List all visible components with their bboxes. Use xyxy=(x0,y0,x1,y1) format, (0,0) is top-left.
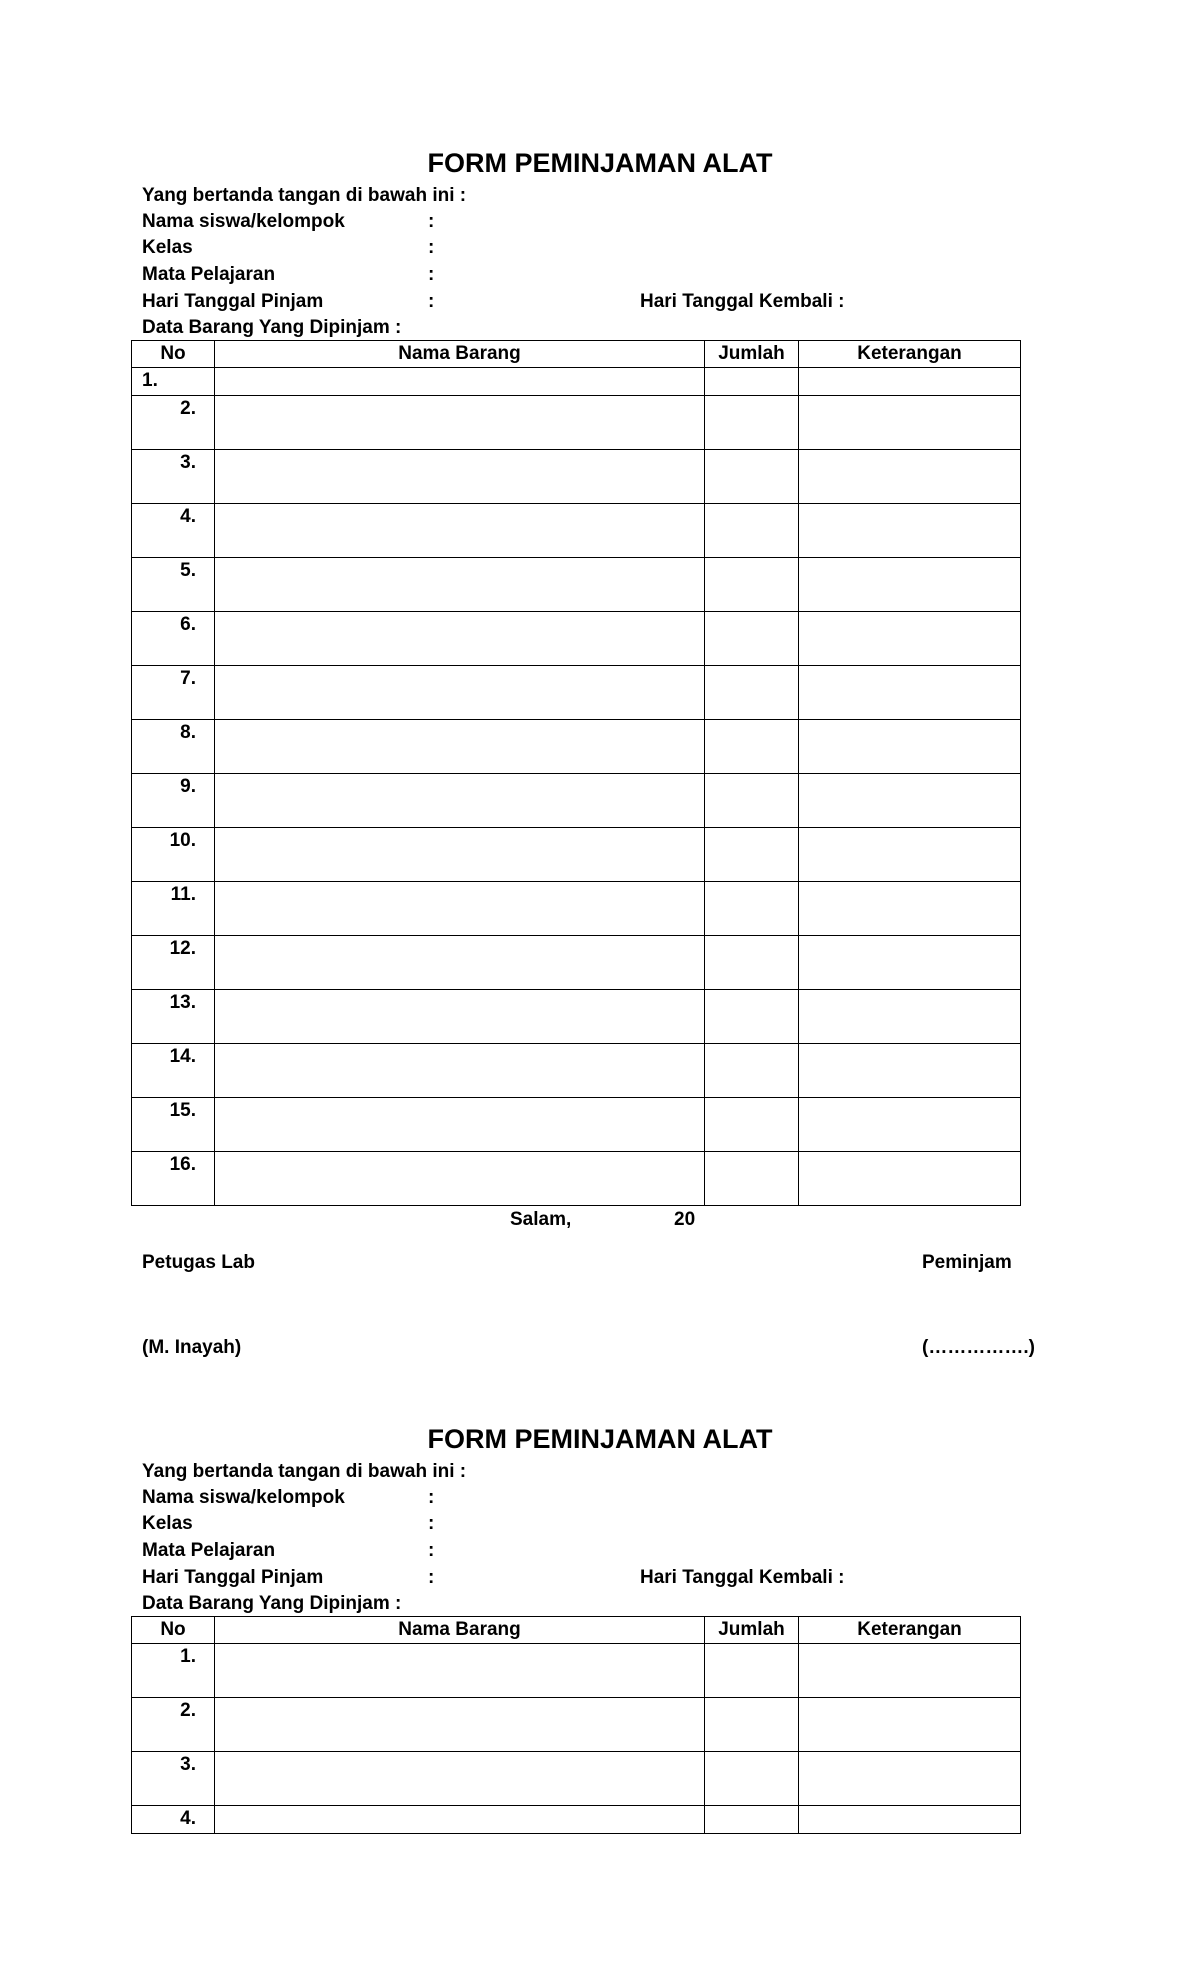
row-number: 11. xyxy=(132,882,215,936)
keterangan-cell[interactable] xyxy=(799,882,1021,936)
jumlah-cell[interactable] xyxy=(705,828,799,882)
keterangan-cell[interactable] xyxy=(799,990,1021,1044)
header-nama-barang: Nama Barang xyxy=(215,1617,705,1644)
row-number: 8. xyxy=(132,720,215,774)
table-row xyxy=(132,1044,1021,1098)
table-row xyxy=(132,666,1021,720)
keterangan-cell[interactable] xyxy=(799,1044,1021,1098)
keterangan-cell[interactable] xyxy=(799,828,1021,882)
nama-barang-cell[interactable] xyxy=(215,666,705,720)
table-row xyxy=(132,396,1021,450)
keterangan-cell[interactable] xyxy=(799,450,1021,504)
row-number: 12. xyxy=(132,936,215,990)
jumlah-cell[interactable] xyxy=(705,720,799,774)
row-number: 14. xyxy=(132,1044,215,1098)
data-label: Data Barang Yang Dipinjam : xyxy=(142,317,402,338)
keterangan-cell[interactable] xyxy=(799,1752,1021,1806)
jumlah-cell[interactable] xyxy=(705,774,799,828)
jumlah-cell[interactable] xyxy=(705,1044,799,1098)
row-number: 5. xyxy=(132,558,215,612)
jumlah-cell[interactable] xyxy=(705,936,799,990)
table-header-row xyxy=(132,341,1021,368)
jumlah-cell[interactable] xyxy=(705,558,799,612)
nama-barang-cell[interactable] xyxy=(215,936,705,990)
field-label-nama: Nama siswa/kelompok xyxy=(142,211,345,232)
field-label-nama: Nama siswa/kelompok xyxy=(142,1487,345,1508)
field-label-pinjam: Hari Tanggal Pinjam xyxy=(142,291,324,312)
data-label: Data Barang Yang Dipinjam : xyxy=(142,1593,402,1614)
jumlah-cell[interactable] xyxy=(705,504,799,558)
keterangan-cell[interactable] xyxy=(799,368,1021,396)
items-table xyxy=(131,340,1021,1206)
jumlah-cell[interactable] xyxy=(705,1752,799,1806)
table-row xyxy=(132,1644,1021,1698)
row-number: 7. xyxy=(132,666,215,720)
jumlah-cell[interactable] xyxy=(705,882,799,936)
field-colon-nama: : xyxy=(428,1487,435,1508)
table-row xyxy=(132,990,1021,1044)
keterangan-cell[interactable] xyxy=(799,774,1021,828)
row-number: 3. xyxy=(132,1752,215,1806)
field-label-mapel: Mata Pelajaran xyxy=(142,1540,276,1561)
jumlah-cell[interactable] xyxy=(705,612,799,666)
jumlah-cell[interactable] xyxy=(705,666,799,720)
keterangan-cell[interactable] xyxy=(799,1806,1021,1834)
field-label-kelas: Kelas xyxy=(142,237,193,258)
field-colon-kelas: : xyxy=(428,237,435,258)
field-label-kelas: Kelas xyxy=(142,1513,193,1534)
nama-barang-cell[interactable] xyxy=(215,882,705,936)
field-colon-mapel: : xyxy=(428,264,435,285)
field-label-pinjam: Hari Tanggal Pinjam xyxy=(142,1567,324,1588)
jumlah-cell[interactable] xyxy=(705,1152,799,1206)
nama-barang-cell[interactable] xyxy=(215,1152,705,1206)
jumlah-cell[interactable] xyxy=(705,1698,799,1752)
row-number: 9. xyxy=(132,774,215,828)
year-text: 20 xyxy=(674,1209,696,1230)
form-title: FORM PEMINJAMAN ALAT xyxy=(427,148,773,178)
jumlah-cell[interactable] xyxy=(705,450,799,504)
keterangan-cell[interactable] xyxy=(799,1098,1021,1152)
keterangan-cell[interactable] xyxy=(799,504,1021,558)
keterangan-cell[interactable] xyxy=(799,720,1021,774)
keterangan-cell[interactable] xyxy=(799,396,1021,450)
nama-barang-cell[interactable] xyxy=(215,774,705,828)
nama-barang-cell[interactable] xyxy=(215,1098,705,1152)
nama-barang-cell[interactable] xyxy=(215,450,705,504)
table-header-row xyxy=(132,1617,1021,1644)
field-colon-pinjam: : xyxy=(428,291,435,312)
row-number: 4. xyxy=(132,504,215,558)
peminjam-name: (…………….) xyxy=(922,1337,1035,1358)
peminjam-label: Peminjam xyxy=(922,1252,1012,1273)
field-colon-kelas: : xyxy=(428,1513,435,1534)
table-row xyxy=(132,612,1021,666)
field-colon-pinjam: : xyxy=(428,1567,435,1588)
table-row xyxy=(132,1152,1021,1206)
nama-barang-cell[interactable] xyxy=(215,828,705,882)
jumlah-cell[interactable] xyxy=(705,1806,799,1834)
jumlah-cell[interactable] xyxy=(705,1644,799,1698)
row-number: 16. xyxy=(132,1152,215,1206)
jumlah-cell[interactable] xyxy=(705,396,799,450)
field-label-mapel: Mata Pelajaran xyxy=(142,264,276,285)
row-number: 1. xyxy=(132,1644,215,1698)
table-row xyxy=(132,450,1021,504)
nama-barang-cell[interactable] xyxy=(215,1752,705,1806)
row-number: 1. xyxy=(132,368,215,396)
table-row xyxy=(132,504,1021,558)
items-table xyxy=(131,1616,1021,1834)
table-row xyxy=(132,368,1021,396)
nama-barang-cell[interactable] xyxy=(215,1644,705,1698)
jumlah-cell[interactable] xyxy=(705,990,799,1044)
salam-text: Salam, xyxy=(510,1209,572,1230)
keterangan-cell[interactable] xyxy=(799,1644,1021,1698)
field-label-kembali: Hari Tanggal Kembali : xyxy=(640,291,845,312)
row-number: 3. xyxy=(132,450,215,504)
row-number: 10. xyxy=(132,828,215,882)
table-row xyxy=(132,720,1021,774)
row-number: 6. xyxy=(132,612,215,666)
row-number: 13. xyxy=(132,990,215,1044)
table-row xyxy=(132,828,1021,882)
table-row xyxy=(132,882,1021,936)
table-row xyxy=(132,1698,1021,1752)
field-colon-mapel: : xyxy=(428,1540,435,1561)
petugas-label: Petugas Lab xyxy=(142,1252,255,1273)
row-number: 2. xyxy=(132,1698,215,1752)
nama-barang-cell[interactable] xyxy=(215,1698,705,1752)
keterangan-cell[interactable] xyxy=(799,1698,1021,1752)
form-title: FORM PEMINJAMAN ALAT xyxy=(427,1424,773,1454)
intro-text: Yang bertanda tangan di bawah ini : xyxy=(142,185,467,206)
nama-barang-cell[interactable] xyxy=(215,1044,705,1098)
jumlah-cell[interactable] xyxy=(705,368,799,396)
nama-barang-cell[interactable] xyxy=(215,368,705,396)
field-colon-nama: : xyxy=(428,211,435,232)
header-keterangan: Keterangan xyxy=(799,341,1021,368)
table-row xyxy=(132,1098,1021,1152)
keterangan-cell[interactable] xyxy=(799,666,1021,720)
intro-text: Yang bertanda tangan di bawah ini : xyxy=(142,1461,467,1482)
nama-barang-cell[interactable] xyxy=(215,720,705,774)
field-label-kembali: Hari Tanggal Kembali : xyxy=(640,1567,845,1588)
header-no: No xyxy=(132,341,215,368)
header-no: No xyxy=(132,1617,215,1644)
nama-barang-cell[interactable] xyxy=(215,558,705,612)
header-jumlah: Jumlah xyxy=(705,1617,799,1644)
keterangan-cell[interactable] xyxy=(799,1152,1021,1206)
keterangan-cell[interactable] xyxy=(799,936,1021,990)
nama-barang-cell[interactable] xyxy=(215,612,705,666)
table-row xyxy=(132,1806,1021,1834)
table-row xyxy=(132,1752,1021,1806)
jumlah-cell[interactable] xyxy=(705,1098,799,1152)
row-number: 15. xyxy=(132,1098,215,1152)
header-nama-barang: Nama Barang xyxy=(215,341,705,368)
nama-barang-cell[interactable] xyxy=(215,990,705,1044)
header-keterangan: Keterangan xyxy=(799,1617,1021,1644)
table-row xyxy=(132,936,1021,990)
table-row xyxy=(132,558,1021,612)
keterangan-cell[interactable] xyxy=(799,612,1021,666)
row-number: 2. xyxy=(132,396,215,450)
nama-barang-cell[interactable] xyxy=(215,1806,705,1834)
nama-barang-cell[interactable] xyxy=(215,396,705,450)
petugas-name: (M. Inayah) xyxy=(142,1337,242,1358)
header-jumlah: Jumlah xyxy=(705,341,799,368)
row-number: 4. xyxy=(132,1806,215,1834)
keterangan-cell[interactable] xyxy=(799,558,1021,612)
table-row xyxy=(132,774,1021,828)
nama-barang-cell[interactable] xyxy=(215,504,705,558)
